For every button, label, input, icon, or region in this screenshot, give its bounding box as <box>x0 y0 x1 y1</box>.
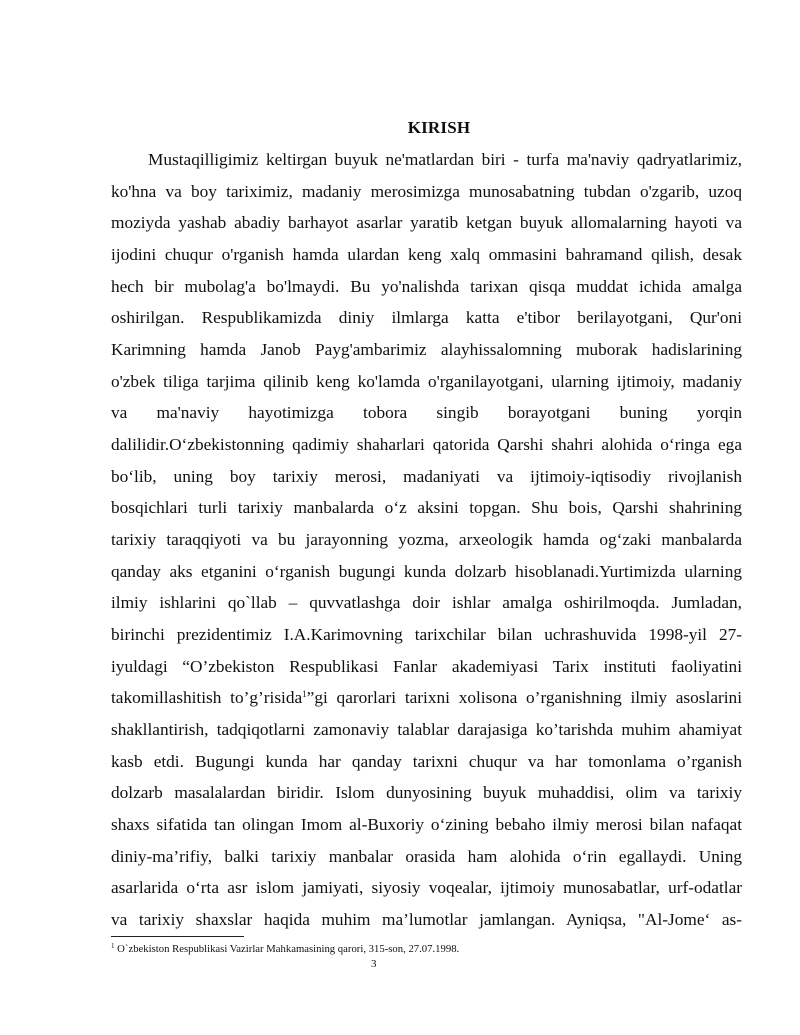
paragraph-line: kasb etdi. Bugungi kunda har qanday tarixni chuqur va har tomonlama o’rganish <box>111 752 742 771</box>
footnote-divider <box>111 936 244 937</box>
line-text: takomillashitish to’g’risida <box>111 688 303 707</box>
paragraph-line: ko'hna va boy tariximiz, madaniy merosimizga munosabatning tubdan o'zgarib, uzoq <box>111 182 742 201</box>
paragraph-line: bosqichlari turli tarixiy manbalarda o‘z aksini topgan. Shu bois, Qarshi shahrining <box>111 498 742 517</box>
paragraph-line: Karimning hamda Janob Payg'ambarimiz alayhissalomning muborak hadislarining <box>111 340 742 359</box>
paragraph-line: moziyda yashab abadiy barhayot asarlar yaratib ketgan buyuk allomalarning hayoti va <box>111 213 742 232</box>
paragraph-line: ilmiy ishlarini qo`llab – quvvatlashga doir ishlar amalga oshirilmoqda. Jumladan, <box>111 593 742 612</box>
footnote <box>111 942 459 956</box>
paragraph-line: hech bir mubolag'a bo'lmaydi. Bu yo'nalishda tarixan qisqa muddat ichida amalga <box>111 277 742 296</box>
paragraph-line: o'zbek tiliga tarjima qilinib keng ko'lamda o'rganilayotgani, ularning ijtimoiy, madaniy <box>111 372 742 391</box>
paragraph-line: iyuldagi “O’zbekiston Respublikasi Fanlar akademiyasi Tarix instituti faoliyatini <box>111 657 742 676</box>
footnote-reference: 1 <box>302 689 307 699</box>
paragraph-line: tarixiy taraqqiyoti va bu jarayonning yozma, arxeologik hamda og‘zaki manbalarda <box>111 530 742 549</box>
paragraph-line: va tarixiy shaxslar haqida muhim ma’lumotlar jamlangan. Ayniqsa, "Al-Jome‘ as- <box>111 910 742 929</box>
paragraph-line: qanday aks etganini o‘rganish bugungi kunda dolzarb hisoblanadi.Yurtimizda ularning <box>111 562 742 581</box>
paragraph-line <box>111 687 742 709</box>
paragraph-line: oshirilgan. Respublikamizda diniy ilmlarga katta e'tibor berilayotgani, Qur'oni <box>111 308 742 327</box>
paragraph-line: asarlarida o‘rta asr islom jamiyati, siyosiy voqealar, ijtimoiy munosabatlar, urf-odatlar <box>111 878 742 897</box>
paragraph-line: ijodini chuqur o'rganish hamda ulardan keng xalq ommasini bahramand qilish, desak <box>111 245 742 264</box>
paragraph-line: birinchi prezidentimiz I.A.Karimovning tarixchilar bilan uchrashuvida 1998-yil 27- <box>111 625 742 644</box>
paragraph-line: Mustaqilligimiz keltirgan buyuk ne'matlardan biri - turfa ma'naviy qadryatlarimiz, <box>148 150 742 169</box>
line-text: ”gi qarorlari tarixni xolisona o’rganishning ilmiy asoslarini <box>306 688 742 707</box>
footnote-marker: 1 <box>111 942 115 950</box>
page-number: 3 <box>371 958 377 970</box>
paragraph-line: dalilidir.O‘zbekistonning qadimiy shaharlari qatorida Qarshi shahri alohida o‘ringa ega <box>111 435 742 454</box>
paragraph-line: dolzarb masalalardan biridir. Islom dunyosining buyuk muhaddisi, olim va tarixiy <box>111 783 742 802</box>
paragraph-line: bo‘lib, uning boy tarixiy merosi, madaniyati va ijtimoiy-iqtisodiy rivojlanish <box>111 467 742 486</box>
paragraph-line: va ma'naviy hayotimizga tobora singib borayotgani buning yorqin <box>111 403 742 422</box>
paragraph-line: diniy-ma’rifiy, balki tarixiy manbalar orasida ham alohida o‘rin egallaydi. Uning <box>111 847 742 866</box>
paragraph-line: shakllantirish, tadqiqotlarni zamonaviy talablar darajasiga ko’tarishda muhim ahamiyat <box>111 720 742 739</box>
footnote-text: O`zbekiston Respublikasi Vazirlar Mahkamasining qarori, 315-son, 27.07.1998. <box>114 943 460 955</box>
paragraph-line: shaxs sifatida tan olingan Imom al-Buxoriy o‘zining bebaho ilmiy merosi bilan nafaqat <box>111 815 742 834</box>
page-title: KIRISH <box>407 118 471 137</box>
